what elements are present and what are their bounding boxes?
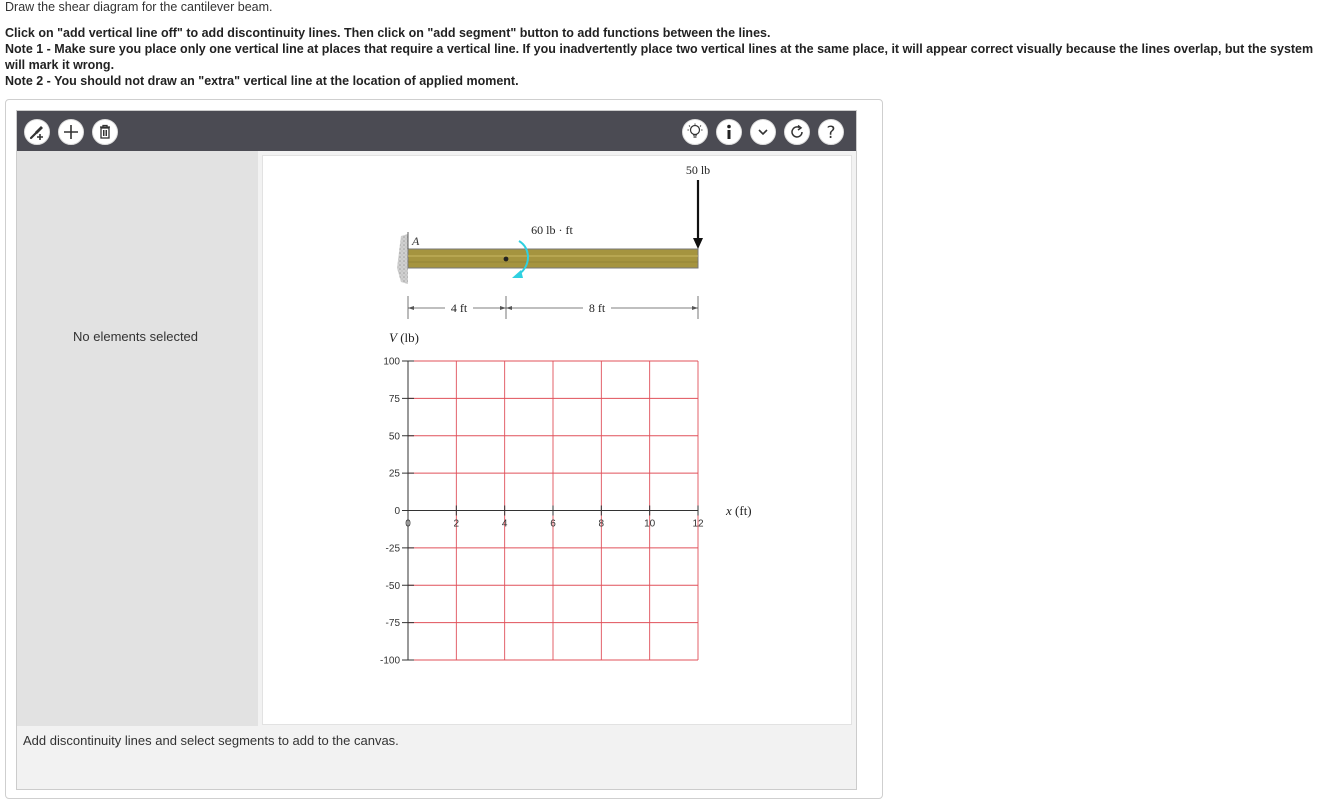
lightbulb-icon <box>685 122 705 142</box>
expand-button[interactable] <box>750 119 776 145</box>
redo-button[interactable] <box>784 119 810 145</box>
moment-point <box>504 257 509 262</box>
force-label: 50 lb <box>685 163 711 177</box>
help-icon <box>821 122 841 142</box>
hint-button[interactable] <box>682 119 708 145</box>
x-tick-label: 2 <box>453 518 460 530</box>
info-button[interactable] <box>716 119 742 145</box>
x-tick-label: 8 <box>598 518 605 530</box>
dimension-4ft: 4 ft <box>450 301 468 315</box>
question-title: Draw the shear diagram for the cantilever beam. <box>5 0 273 14</box>
trash-icon <box>95 122 115 142</box>
y-tick-label: 25 <box>388 468 400 480</box>
add-segment-button[interactable] <box>58 119 84 145</box>
instruction-line: Click on "add vertical line off" to add discontinuity lines. Then click on "add segment" button to add functions between the lines. <box>5 26 771 40</box>
toolbar <box>17 111 856 151</box>
x-tick-label: 10 <box>644 518 656 530</box>
x-tick-label: 12 <box>692 518 704 530</box>
info-icon <box>719 122 739 142</box>
add-vertical-line-button[interactable] <box>24 119 50 145</box>
y-tick-label: -50 <box>385 580 400 592</box>
y-tick-label: -100 <box>379 655 400 667</box>
svg-text:?: ? <box>826 123 836 142</box>
dimension-8ft: 8 ft <box>588 301 606 315</box>
beam-and-chart <box>263 156 853 726</box>
delete-button[interactable] <box>92 119 118 145</box>
y-tick-label: 100 <box>383 356 400 368</box>
y-tick-label: 50 <box>388 431 400 443</box>
moment-label: 60 lb · ft <box>531 223 573 237</box>
x-tick-label: 4 <box>501 518 508 530</box>
point-label: A <box>412 234 420 248</box>
instructions <box>5 25 1330 89</box>
plus-icon <box>61 122 81 142</box>
x-tick-label: 6 <box>550 518 556 530</box>
properties-sidebar <box>17 151 258 726</box>
y-tick-label: 0 <box>394 506 400 517</box>
chevron-down-icon <box>753 122 773 142</box>
redo-icon <box>787 122 807 142</box>
y-tick-label: 75 <box>388 393 400 405</box>
y-axis-label: V (lb) <box>389 330 419 345</box>
y-tick-label: -25 <box>385 543 400 555</box>
axis-ticks <box>380 357 704 667</box>
add-vertical-line-icon <box>27 122 47 142</box>
selection-status: No elements selected <box>73 329 199 344</box>
drawing-canvas[interactable] <box>262 155 852 725</box>
hint-text: Add discontinuity lines and select segments to add to the canvas. <box>23 733 399 748</box>
drawing-tool <box>16 110 857 790</box>
beam <box>408 249 698 268</box>
y-axis-unit: (lb) <box>400 330 419 345</box>
fixed-support <box>397 234 408 284</box>
instruction-note-2: Note 2 - You should not draw an "extra" vertical line at the location of applied moment. <box>5 74 519 88</box>
help-button[interactable] <box>818 119 844 145</box>
x-axis-label: x (ft) <box>726 503 752 518</box>
instruction-note-1: Note 1 - Make sure you place only one vertical line at places that require a vertical line. If you inadvertently place two vertical lines at the same place, it will appear correct visually because the lines overlap, but the system will mark it wrong. <box>5 42 1314 72</box>
x-tick-label: 0 <box>405 518 411 530</box>
y-tick-label: -75 <box>385 618 400 630</box>
x-axis-unit: (ft) <box>735 503 752 518</box>
